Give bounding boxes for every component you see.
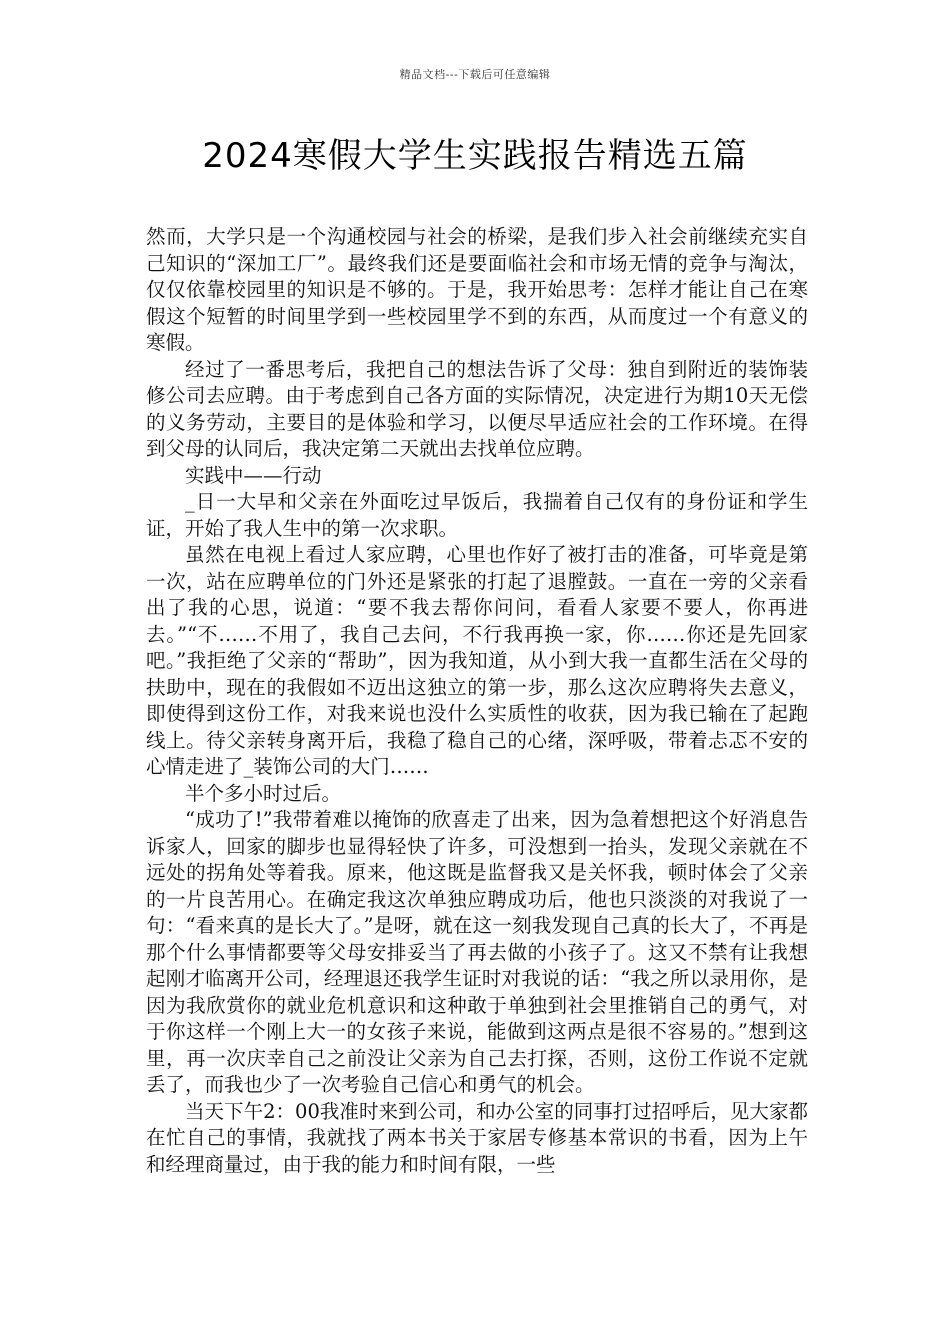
paragraph-7: 当天下午2：00我准时来到公司，和办公室的同事打过招呼后，见大家都在忙自己的事情，我就找了两本书关于家居专修基本常识的书看，因为上午和经理商量过，由于我的能力和时间有限，一些 [146,1099,808,1176]
paragraph-1: 然而，大学只是一个沟通校园与社会的桥梁，是我们步入社会前继续充实自己知识的“深加工厂”。最终我们还是要面临社会和市场无情的竞争与淘汰，仅仅依靠校园里的知识是不够的。于是，我开始思考：怎样才能让自己在寒假这个短暂的时间里学到一些校园里学不到的东西，从而度过一个有意义的寒假。 [146,225,808,354]
section-heading-practice: 实践中——行动 [185,463,322,487]
paragraph-5: 半个多小时过后。 [185,781,342,805]
document-title: 2024寒假大学生实践报告精选五篇 [202,136,748,176]
document-body [146,224,808,1178]
paragraph-6: “成功了!”我带着难以掩饰的欣喜走了出来，因为急着想把这个好消息告诉家人，回家的脚步也显得轻快了许多，可没想到一抬头，发现父亲就在不远处的拐角处等着我。原来，他这既是监督我又是关怀我，顿时体会了父亲的一片良苦用心。在确定我这次单独应聘成功后，他也只淡淡的对我说了一句：“看来真的是长大了。”是呀，就在这一刻我发现自己真的长大了，不再是那个什么事情都要等父母安排妥当了再去做的小孩子了。这又不禁有让我想起刚才临离开公司，经理退还我学生证时对我说的话：“我之所以录用你，是因为我欣赏你的就业危机意识和这种敢于单独到社会里推销自己的勇气，对于你这样一个刚上大一的女孩子来说，能做到这两点是很不容易的。”想到这里，再一次庆幸自己之前没让父亲为自己去打探，否则，这份工作说不定就丢了，而我也少了一次考验自己信心和勇气的机会。 [146,808,808,1096]
page-header: 精品文档---下载后可任意编辑 [399,68,551,81]
paragraph-4: 虽然在电视上看过人家应聘，心里也作好了被打击的准备，可毕竟是第一次，站在应聘单位的门外还是紧张的打起了退膛鼓。一直在一旁的父亲看出了我的心思，说道：“要不我去帮你问问，看看人家要不要人，你再进去。”“不……不用了，我自己去问，不行我再换一家，你……你还是先回家吧。”我拒绝了父亲的“帮助”，因为我知道，从小到大我一直都生活在父母的扶助中，现在的我假如不迈出这独立的第一步，那么这次应聘将失去意义，即使得到这份工作，对我来说也没什么实质性的收获，因为我已输在了起跑线上。待父亲转身离开后，我稳了稳自己的心绪，深呼吸，带着忐忑不安的心情走进了_装饰公司的大门…… [146,543,808,778]
paragraph-2: 经过了一番思考后，我把自己的想法告诉了父母：独自到附近的装饰装修公司去应聘。由于考虑到自己各方面的实际情况，决定进行为期10天无偿的义务劳动，主要目的是体验和学习，以便尽早适应社会的工作环境。在得到父母的认同后，我决定第二天就出去找单位应聘。 [146,357,808,460]
paragraph-3: _日一大早和父亲在外面吃过早饭后，我揣着自己仅有的身份证和学生证，开始了我人生中的第一次求职。 [146,490,808,540]
